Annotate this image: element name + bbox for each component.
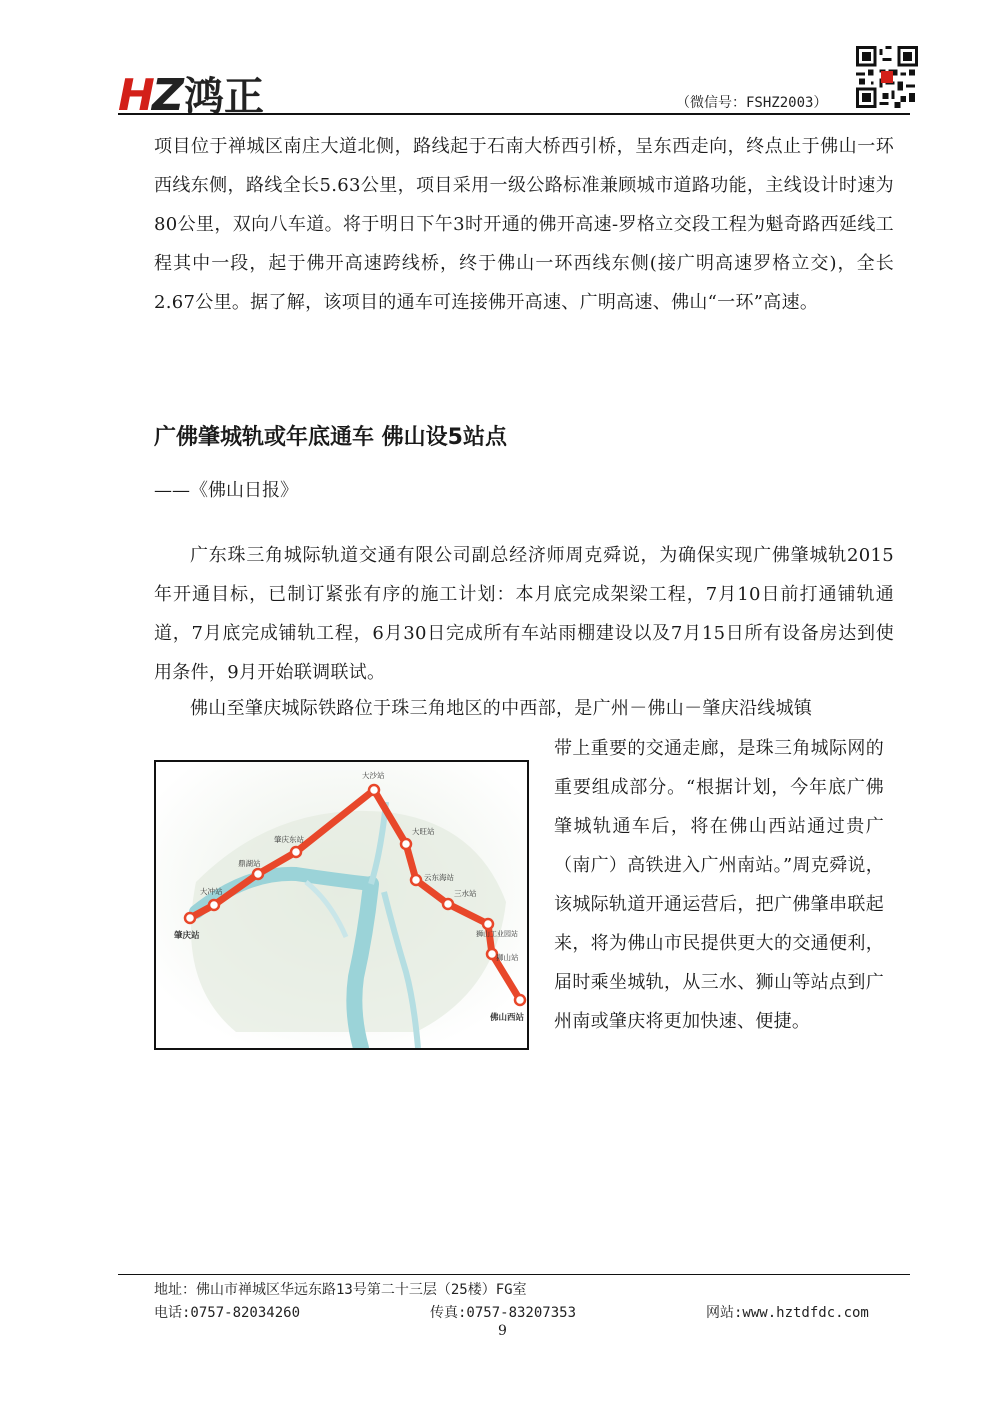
label-sanshui: 三水站	[454, 889, 477, 898]
svg-text:鸿正: 鸿正	[184, 74, 264, 116]
source-attribution: ——《佛山日报》	[154, 480, 298, 501]
footer-divider	[118, 1274, 910, 1275]
label-dinghu: 鼎湖站	[238, 859, 261, 868]
label-shishan: 狮山站	[496, 953, 519, 962]
label-zhaoqing: 肇庆站	[174, 931, 200, 941]
wechat-id: （微信号：FSHZ2003）	[676, 95, 828, 111]
paragraph-railway-intro-line: 佛山至肇庆城际铁路位于珠三角地区的中西部，是广州－佛山－肇庆沿线城镇	[190, 698, 813, 719]
header-divider	[118, 113, 910, 115]
label-yundonghai: 云东海站	[424, 873, 454, 882]
footer-website: 网站:www.hztdfdc.com	[706, 1305, 869, 1321]
station-zhaoqing-east	[291, 847, 301, 857]
qr-code-icon	[856, 46, 918, 108]
station-dachong	[209, 900, 219, 910]
label-zhaoqing-east: 肇庆东站	[274, 835, 304, 844]
railway-route-map	[154, 760, 529, 1050]
station-dawang	[401, 839, 411, 849]
station-dinghu	[253, 869, 263, 879]
company-logo	[118, 70, 298, 116]
label-dasha: 大沙站	[362, 771, 385, 780]
station-shishan-industrial	[483, 919, 493, 929]
svg-text:Z: Z	[152, 70, 184, 116]
label-dawang: 大旺站	[412, 827, 435, 836]
paragraph-construction-plan: 广东珠三角城际轨道交通有限公司副总经济师周克舜说，为确保实现广佛肇城轨2015年开通目标，已制订紧张有序的施工计划：本月底完成架梁工程，7月10日前打通铺轨通道，7月底完成铺轨工程，6月30日完成所有车站雨棚建设以及7月15日所有设备房达到使用条件，9月开始联调联试。	[154, 545, 894, 683]
footer-telephone: 电话:0757-82034260	[154, 1305, 301, 1321]
paragraph-railway-wrap: 带上重要的交通走廊，是珠三角城际网的重要组成部分。“根据计划，今年底广佛肇城轨通车后，将在佛山西站通过贵广（南广）高铁进入广州南站。”周克舜说，该城际轨道开通运营后，把广佛肇串联起来，将为佛山市民提供更大的交通便利，届时乘坐城轨，从三水、狮山等站点到广州南或肇庆将更加快速、便捷。	[554, 738, 884, 1032]
svg-text:H: H	[118, 70, 155, 116]
section-title: 广佛肇城轨或年底通车 佛山设5站点	[154, 425, 507, 450]
label-foshan-west: 佛山西站	[490, 1013, 525, 1023]
footer-fax: 传真:0757-83207353	[430, 1305, 577, 1321]
station-zhaoqing	[185, 913, 195, 923]
station-foshan-west	[515, 995, 525, 1005]
label-shishan-industrial: 狮山工业园站	[476, 930, 518, 938]
label-dachong: 大冲站	[200, 887, 223, 896]
station-sanshui	[443, 899, 453, 909]
footer-address: 地址：佛山市禅城区华远东路13号第二十三层（25楼）FG室	[154, 1282, 527, 1298]
station-dasha	[369, 785, 379, 795]
paragraph-road-project: 项目位于禅城区南庄大道北侧，路线起于石南大桥西引桥，呈东西走向，终点止于佛山一环西线东侧，路线全长5.63公里，项目采用一级公路标准兼顾城市道路功能，主线设计时速为80公里，双向八车道。将于明日下午3时开通的佛开高速-罗格立交段工程为魁奇路西延线工程其中一段，起于佛开高速跨线桥，终于佛山一环西线东侧(接广明高速罗格立交)，全长2.67公里。据了解，该项目的通车可连接佛开高速、广明高速、佛山“一环”高速。	[154, 136, 894, 313]
station-yundonghai	[411, 875, 421, 885]
page-number: 9	[498, 1323, 507, 1339]
